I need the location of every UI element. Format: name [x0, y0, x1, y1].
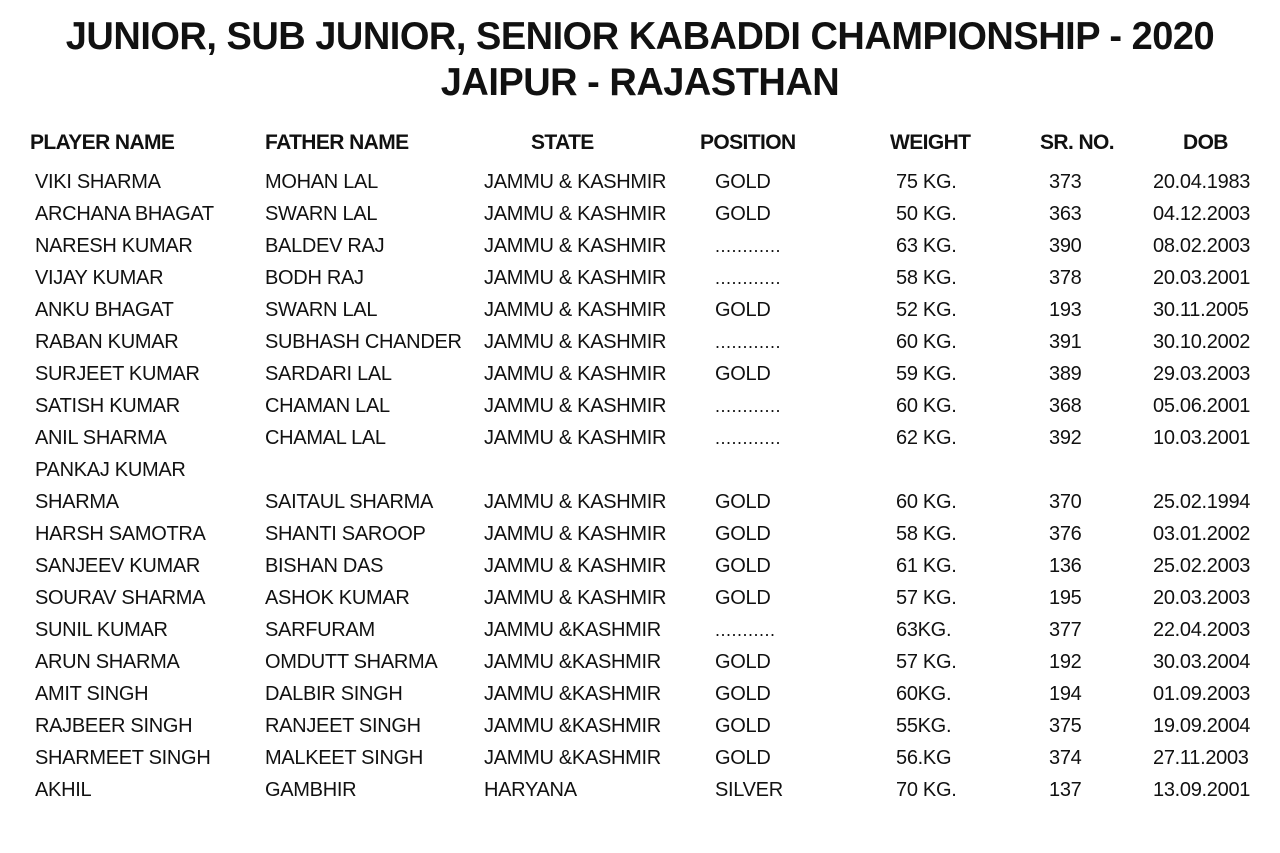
- table-row: [0, 519, 1280, 549]
- cell-father-name: MALKEET SINGH: [265, 747, 423, 769]
- cell-dob: 08.02.2003: [1153, 235, 1251, 257]
- cell-player-name: SHARMA: [35, 491, 119, 513]
- cell-player-name: SANJEEV KUMAR: [35, 555, 201, 577]
- cell-dob: 05.06.2001: [1153, 395, 1251, 417]
- cell-position: GOLD: [715, 715, 771, 737]
- cell-player-name: RAJBEER SINGH: [35, 715, 193, 737]
- cell-weight: 63KG.: [896, 619, 952, 641]
- cell-dob: 25.02.1994: [1153, 491, 1251, 513]
- cell-dob: 13.09.2001: [1153, 779, 1251, 801]
- cell-state: JAMMU &KASHMIR: [484, 651, 661, 673]
- cell-player-name: ANKU BHAGAT: [35, 299, 174, 321]
- cell-position: ............: [715, 332, 782, 352]
- cell-state: HARYANA: [484, 779, 577, 801]
- table-header: [0, 128, 1280, 158]
- cell-dob: 30.11.2005: [1153, 299, 1249, 321]
- table-row: [0, 327, 1280, 357]
- table-row: [0, 391, 1280, 421]
- table-row: [0, 295, 1280, 325]
- cell-sr-no: 376: [1049, 523, 1082, 545]
- cell-player-name: SUNIL KUMAR: [35, 619, 168, 641]
- cell-weight: 61 KG.: [896, 555, 957, 577]
- cell-state: JAMMU &KASHMIR: [484, 683, 661, 705]
- table-row: [0, 775, 1280, 805]
- cell-dob: 20.03.2001: [1153, 267, 1251, 289]
- cell-weight: 50 KG.: [896, 203, 957, 225]
- table-row: [0, 743, 1280, 773]
- cell-player-name: AKHIL: [35, 779, 92, 801]
- cell-weight: 57 KG.: [896, 587, 957, 609]
- cell-weight: 58 KG.: [896, 523, 957, 545]
- cell-sr-no: 193: [1049, 299, 1082, 321]
- cell-state: JAMMU &KASHMIR: [484, 619, 661, 641]
- cell-position: GOLD: [715, 555, 771, 577]
- cell-sr-no: 389: [1049, 363, 1082, 385]
- table-row: [0, 647, 1280, 677]
- cell-player-name: ARCHANA BHAGAT: [35, 203, 214, 225]
- cell-sr-no: 390: [1049, 235, 1082, 257]
- table-row: [0, 231, 1280, 261]
- cell-sr-no: 363: [1049, 203, 1082, 225]
- cell-position: GOLD: [715, 747, 771, 769]
- cell-position: GOLD: [715, 651, 771, 673]
- cell-dob: 01.09.2003: [1153, 683, 1251, 705]
- cell-player-name: VIJAY KUMAR: [35, 267, 164, 289]
- cell-state: JAMMU & KASHMIR: [484, 299, 667, 321]
- cell-father-name: SAITAUL SHARMA: [265, 491, 434, 513]
- cell-player-name: HARSH SAMOTRA: [35, 523, 206, 545]
- cell-state: JAMMU & KASHMIR: [484, 235, 667, 257]
- cell-weight: 60 KG.: [896, 331, 957, 353]
- cell-position: GOLD: [715, 363, 771, 385]
- cell-player-name: ARUN SHARMA: [35, 651, 180, 673]
- cell-sr-no: 195: [1049, 587, 1082, 609]
- cell-weight: 75 KG.: [896, 171, 957, 193]
- cell-state: JAMMU & KASHMIR: [484, 267, 667, 289]
- cell-state: JAMMU & KASHMIR: [484, 171, 667, 193]
- cell-weight: 60KG.: [896, 683, 952, 705]
- cell-sr-no: 377: [1049, 619, 1082, 641]
- cell-position: ............: [715, 268, 782, 288]
- header-dob: DOB: [1183, 131, 1228, 154]
- cell-state: JAMMU &KASHMIR: [484, 747, 661, 769]
- table-row: [0, 359, 1280, 389]
- cell-father-name: CHAMAN LAL: [265, 395, 390, 417]
- cell-state: JAMMU & KASHMIR: [484, 395, 667, 417]
- cell-father-name: CHAMAL LAL: [265, 427, 386, 449]
- cell-sr-no: 378: [1049, 267, 1082, 289]
- table-row: [0, 487, 1280, 517]
- cell-player-name: SATISH KUMAR: [35, 395, 180, 417]
- table-row: [0, 679, 1280, 709]
- cell-sr-no: 194: [1049, 683, 1082, 705]
- table-row: [0, 551, 1280, 581]
- cell-father-name: SARFURAM: [265, 619, 375, 641]
- cell-dob: 25.02.2003: [1153, 555, 1251, 577]
- cell-father-name: ASHOK KUMAR: [265, 587, 410, 609]
- cell-player-name: NARESH KUMAR: [35, 235, 193, 257]
- cell-dob: 27.11.2003: [1153, 747, 1249, 769]
- cell-state: JAMMU & KASHMIR: [484, 491, 667, 513]
- header-position: POSITION: [700, 131, 796, 154]
- cell-sr-no: 136: [1049, 555, 1082, 577]
- table-row: [0, 423, 1280, 453]
- page-title: JUNIOR, SUB JUNIOR, SENIOR KABADDI CHAMPIONSHIP - 2020: [65, 15, 1215, 59]
- cell-dob: 22.04.2003: [1153, 619, 1251, 641]
- cell-state: JAMMU & KASHMIR: [484, 427, 667, 449]
- cell-sr-no: 368: [1049, 395, 1082, 417]
- table-row: [0, 583, 1280, 613]
- cell-state: JAMMU & KASHMIR: [484, 363, 667, 385]
- cell-position: ............: [715, 396, 782, 416]
- cell-weight: 60 KG.: [896, 491, 957, 513]
- cell-father-name: MOHAN LAL: [265, 171, 378, 193]
- table-row: [0, 263, 1280, 293]
- cell-father-name: SARDARI LAL: [265, 363, 392, 385]
- cell-sr-no: 375: [1049, 715, 1082, 737]
- header-player-name: PLAYER NAME: [30, 131, 175, 154]
- cell-weight: 57 KG.: [896, 651, 957, 673]
- table-row: [0, 615, 1280, 645]
- cell-position: GOLD: [715, 203, 771, 225]
- cell-weight: 63 KG.: [896, 235, 957, 257]
- header-sr-no: SR. NO.: [1040, 131, 1114, 154]
- cell-position: SILVER: [715, 779, 783, 801]
- cell-dob: 04.12.2003: [1153, 203, 1251, 225]
- cell-position: GOLD: [715, 491, 771, 513]
- cell-position: GOLD: [715, 523, 771, 545]
- cell-state: JAMMU & KASHMIR: [484, 555, 667, 577]
- cell-dob: 19.09.2004: [1153, 715, 1251, 737]
- cell-weight: 62 KG.: [896, 427, 957, 449]
- table-row: [0, 711, 1280, 741]
- cell-sr-no: 192: [1049, 651, 1082, 673]
- cell-state: JAMMU & KASHMIR: [484, 331, 667, 353]
- cell-sr-no: 370: [1049, 491, 1082, 513]
- cell-player-name: RABAN KUMAR: [35, 331, 179, 353]
- cell-position: ............: [715, 236, 782, 256]
- cell-father-name: OMDUTT SHARMA: [265, 651, 438, 673]
- cell-dob: 20.04.1983: [1153, 171, 1251, 193]
- cell-weight: 70 KG.: [896, 779, 957, 801]
- header-father-name: FATHER NAME: [265, 131, 409, 154]
- cell-state: JAMMU &KASHMIR: [484, 715, 661, 737]
- cell-father-name: RANJEET SINGH: [265, 715, 421, 737]
- cell-position: GOLD: [715, 299, 771, 321]
- cell-father-name: BISHAN DAS: [265, 555, 384, 577]
- cell-player-name: SOURAV SHARMA: [35, 587, 206, 609]
- cell-father-name: BALDEV RAJ: [265, 235, 385, 257]
- cell-position: GOLD: [715, 587, 771, 609]
- cell-sr-no: 137: [1049, 779, 1082, 801]
- table-row: [0, 455, 1280, 485]
- cell-sr-no: 373: [1049, 171, 1082, 193]
- cell-position: ............: [715, 428, 782, 448]
- cell-position: ...........: [715, 620, 776, 640]
- cell-sr-no: 374: [1049, 747, 1082, 769]
- table-row: [0, 199, 1280, 229]
- header-weight: WEIGHT: [890, 131, 971, 154]
- cell-weight: 52 KG.: [896, 299, 957, 321]
- cell-state: JAMMU & KASHMIR: [484, 587, 667, 609]
- cell-weight: 60 KG.: [896, 395, 957, 417]
- cell-player-name: PANKAJ KUMAR: [35, 459, 186, 481]
- cell-position: GOLD: [715, 171, 771, 193]
- cell-father-name: SWARN LAL: [265, 203, 378, 225]
- table-row: [0, 167, 1280, 197]
- cell-player-name: SURJEET KUMAR: [35, 363, 200, 385]
- cell-dob: 30.10.2002: [1153, 331, 1251, 353]
- cell-weight: 59 KG.: [896, 363, 957, 385]
- cell-father-name: SHANTI SAROOP: [265, 523, 426, 545]
- cell-sr-no: 391: [1049, 331, 1082, 353]
- cell-state: JAMMU & KASHMIR: [484, 203, 667, 225]
- page-subtitle-location: JAIPUR - RAJASTHAN: [440, 61, 840, 105]
- cell-player-name: VIKI SHARMA: [35, 171, 161, 193]
- cell-sr-no: 392: [1049, 427, 1082, 449]
- cell-dob: 03.01.2002: [1153, 523, 1251, 545]
- cell-state: JAMMU & KASHMIR: [484, 523, 667, 545]
- cell-father-name: DALBIR SINGH: [265, 683, 403, 705]
- cell-position: GOLD: [715, 683, 771, 705]
- header-state: STATE: [531, 131, 594, 154]
- cell-father-name: SWARN LAL: [265, 299, 378, 321]
- cell-weight: 58 KG.: [896, 267, 957, 289]
- cell-player-name: SHARMEET SINGH: [35, 747, 211, 769]
- cell-father-name: GAMBHIR: [265, 779, 357, 801]
- cell-dob: 20.03.2003: [1153, 587, 1251, 609]
- cell-weight: 55KG.: [896, 715, 952, 737]
- cell-dob: 29.03.2003: [1153, 363, 1251, 385]
- cell-dob: 30.03.2004: [1153, 651, 1251, 673]
- cell-dob: 10.03.2001: [1153, 427, 1251, 449]
- cell-weight: 56.KG: [896, 747, 952, 769]
- cell-father-name: SUBHASH CHANDER: [265, 331, 462, 353]
- cell-player-name: AMIT SINGH: [35, 683, 149, 705]
- cell-father-name: BODH RAJ: [265, 267, 364, 289]
- cell-player-name: ANIL SHARMA: [35, 427, 167, 449]
